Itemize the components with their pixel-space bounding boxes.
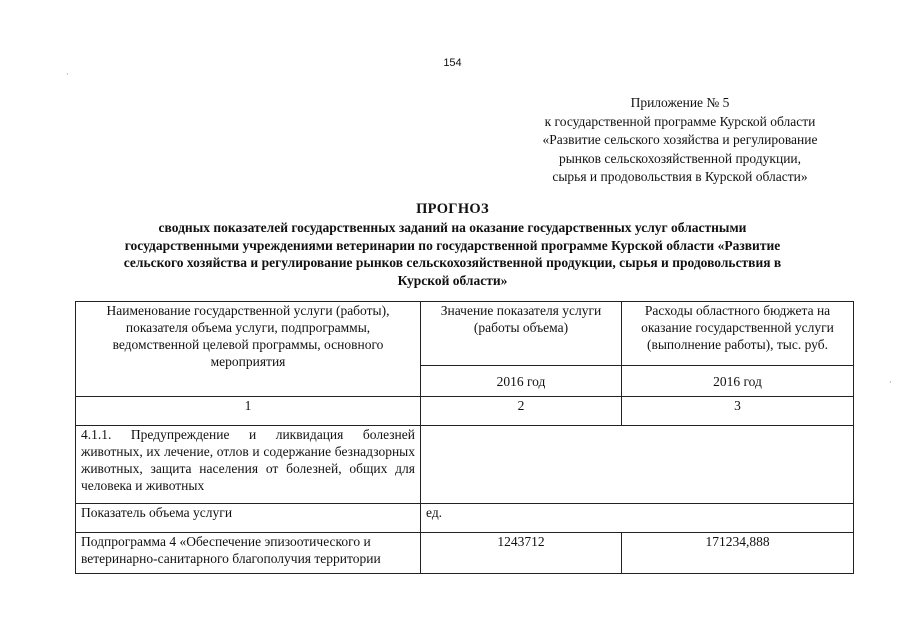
header-indicator-value: Значение показателя услуги (работы объема) [421,302,622,366]
forecast-table [75,301,854,574]
subprogram-expense: 171234,888 [622,533,854,574]
title-line: Курской области» [397,272,508,288]
document-title [40,200,865,289]
title-line: государственными учреждениями ветеринарии по государственной программе Курской области «Развитие [124,237,781,253]
header-year-expense: 2016 год [622,366,854,397]
service-description-empty [421,426,854,504]
scan-speck: · [889,378,892,387]
subprogram-name: Подпрограмма 4 «Обеспечение эпизоотического и ветеринарно-санитарного благополучия территории [76,533,421,574]
table-header-row [76,302,854,366]
appendix-line: рынков сельскохозяйственной продукции, [558,150,802,166]
appendix-line: «Развитие сельского хозяйства и регулирование [542,132,818,147]
column-number: 2 [421,397,622,426]
title-line: сельского хозяйства и регулирование рынков сельскохозяйственной продукции, сырья и продовольствия в [123,255,782,270]
subprogram-value: 1243712 [421,533,622,574]
title-line: сводных показателей государственных заданий на оказание государственных услуг областными [158,220,747,235]
header-service-name: Наименование государственной услуги (работы), показателя объема услуги, подпрограммы, ведомственной целевой программы, основного мероприятия [76,302,421,397]
column-number: 3 [622,397,854,426]
table-row [76,504,854,533]
appendix-line: сырья и продовольствия в Курской области» [552,169,808,184]
title-subtitle [40,219,865,289]
column-number: 1 [76,397,421,426]
appendix-header [470,94,890,187]
page-number: 154 [443,57,462,69]
indicator-unit: ед. [421,504,854,533]
appendix-line: Приложение № 5 [630,95,730,110]
header-budget-expense: Расходы областного бюджета на оказание государственной услуги (выполнение работы), тыс. руб. [622,302,854,366]
table-row [76,426,854,504]
scan-speck: · [66,70,69,79]
title-main: ПРОГНОЗ [416,201,489,217]
service-description: 4.1.1. Предупреждение и ликвидация болезней животных, их лечение, отлов и содержание безнадзорных животных, защита населения от болезней, общих для человека и животных [76,426,421,504]
header-year-value: 2016 год [421,366,622,397]
appendix-line: к государственной программе Курской области [544,113,816,129]
indicator-label: Показатель объема услуги [76,504,421,533]
table-row [76,533,854,574]
table-column-number-row [76,397,854,426]
